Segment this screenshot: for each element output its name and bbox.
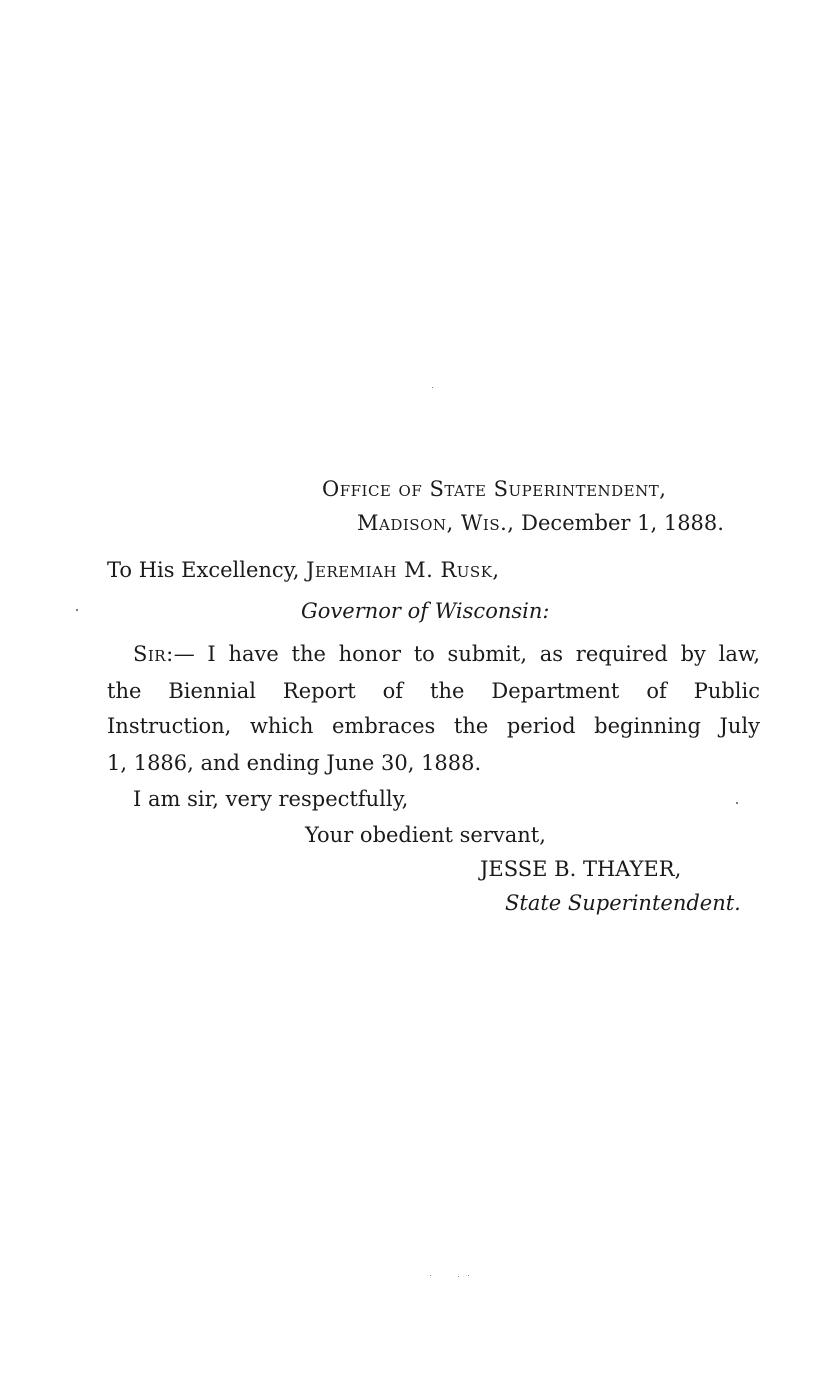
scan-speck [468, 1275, 469, 1276]
scan-speck [76, 609, 78, 611]
valediction: Your obedient servant, [305, 823, 546, 847]
place-name: Madison, Wis., [357, 511, 515, 535]
addressee-name: Jeremiah M. Rusk, [306, 558, 500, 582]
salutation-line [107, 557, 500, 583]
addressee-title: Governor of Wisconsin: [301, 599, 550, 623]
letter-date: December 1, 1888. [521, 511, 724, 535]
scan-speck [432, 387, 433, 388]
scan-speck [430, 1275, 431, 1276]
body-line-1 [133, 641, 760, 667]
body-line-2: the Biennial Report of the Department of Public [107, 679, 760, 703]
scan-speck [458, 1276, 459, 1277]
body-text-1: — I have the honor to submit, as required by law, [173, 642, 760, 666]
office-heading: Office of State Superintendent, [322, 477, 667, 501]
salutation-prefix: To His Excellency, [107, 558, 300, 582]
sir-salutation: Sir: [133, 642, 174, 666]
signatory-title: State Superintendent. [505, 891, 741, 915]
place-date-line [357, 510, 724, 536]
body-line-3: Instruction, which embraces the period beginning July [107, 714, 760, 738]
body-line-4: 1, 1886, and ending June 30, 1888. [107, 751, 482, 775]
scan-speck [736, 802, 738, 804]
closing-line: I am sir, very respectfully, [133, 787, 409, 811]
signatory-name: JESSE B. THAYER, [480, 857, 682, 881]
